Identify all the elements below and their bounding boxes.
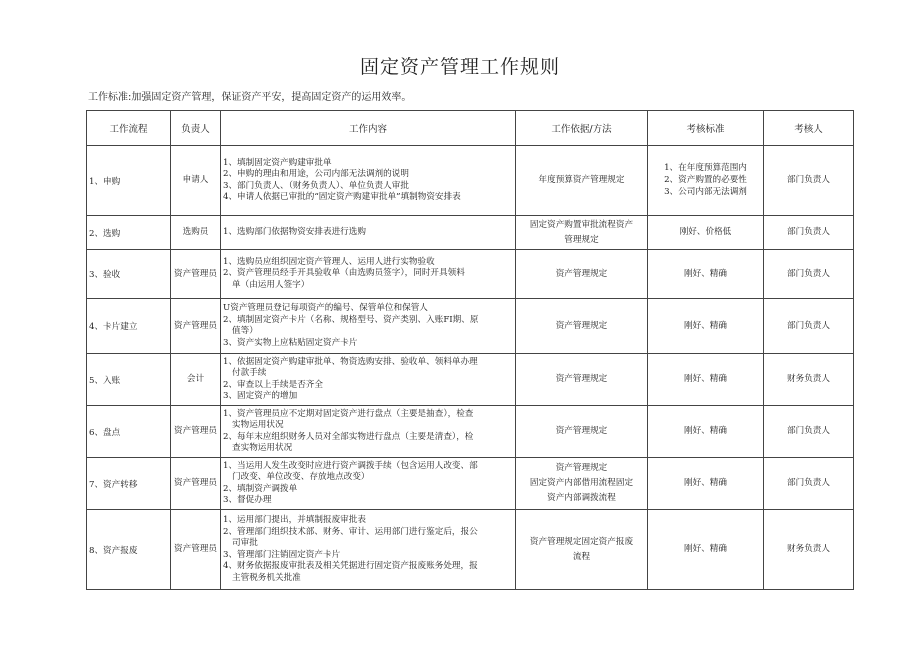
standard-line: 1、在年度预算范围内 <box>664 162 747 173</box>
content-cell <box>221 146 516 216</box>
assessor-cell: 部门负责人 <box>764 458 854 510</box>
content-line: U资产管理员登记每项资产的编号、保管单位和保管人 <box>223 303 428 313</box>
table-row <box>87 250 854 299</box>
header-process: 工作流程 <box>87 111 171 146</box>
basis-line: 固定资产购置审批流程资产 <box>529 219 634 230</box>
content-line: 2、每年末应组织财务人员对全部实物进行盘点（主要是清查），检 <box>223 431 474 442</box>
standard-list <box>684 320 727 332</box>
standard-cell <box>648 299 764 354</box>
content-line: 主管税务机关批准 <box>232 572 301 583</box>
content-line: 1、运用部门提出，并填制报废审批表 <box>223 515 366 525</box>
standard-cell <box>648 216 764 250</box>
process-step: 3、验收 <box>87 250 171 299</box>
content-line: 值等） <box>232 326 258 336</box>
basis-cell <box>516 299 648 354</box>
content-line: 3、管理部门注销固定资产卡片 <box>223 549 341 560</box>
table-row <box>87 406 854 458</box>
standard-line: 刚好、精确 <box>684 268 727 279</box>
standard-cell <box>648 250 764 299</box>
standard-cell <box>648 510 764 590</box>
content-cell <box>221 510 516 590</box>
content-line: 付款手续 <box>232 368 267 378</box>
content-line: 单（由运用人签字） <box>232 279 310 290</box>
content-line: 司审批 <box>232 538 258 548</box>
content-cell <box>221 299 516 354</box>
table-row <box>87 354 854 406</box>
standard-cell <box>648 406 764 458</box>
standard-line: 3、公司内部无法调剂 <box>664 186 747 197</box>
header-standard: 考核标准 <box>648 111 764 146</box>
basis-line: 资产管理规定 <box>555 374 608 384</box>
content-line: 2、申购的理由和用途，公司内部无法调剂的说明 <box>223 169 409 179</box>
basis-line: 资产管理规定 <box>555 426 608 436</box>
content-cell <box>221 458 516 510</box>
assessor-cell: 财务负责人 <box>764 354 854 406</box>
assessor-cell: 财务负责人 <box>764 510 854 590</box>
process-step: 2、选购 <box>87 216 171 250</box>
basis-line: 流程 <box>572 551 591 562</box>
content-line: 2、填制固定资产卡片（名称、规格型号、资产类别、入账FI期、原 <box>223 314 479 325</box>
rules-table <box>86 110 854 590</box>
header-owner: 负责人 <box>171 111 221 146</box>
content-line: 1、资产管理员应不定期对固定资产进行盘点（主要是抽查），检查 <box>223 408 474 419</box>
basis-cell <box>516 216 648 250</box>
standard-line: 刚好、价格低 <box>679 227 732 237</box>
content-line: 3、资产实物上应粘贴固定资产卡片 <box>223 337 358 348</box>
assessor-cell: 部门负责人 <box>764 406 854 458</box>
content-line: 2、管理部门组织技术部、财务、审计、运用部门进行鉴定后，报公 <box>223 526 478 537</box>
process-step: 8、资产报废 <box>87 510 171 590</box>
table-row <box>87 216 854 250</box>
content-line: 1、选购员应组织固定资产管理人、运用人进行实物验收 <box>223 256 435 267</box>
assessor-cell: 部门负责人 <box>764 146 854 216</box>
standard-cell <box>648 146 764 216</box>
owner-cell: 资产管理员 <box>171 299 221 354</box>
content-line: 实物运用状况 <box>232 420 284 430</box>
table-row <box>87 146 854 216</box>
content-cell <box>221 250 516 299</box>
standard-line: 刚好、精确 <box>684 478 727 488</box>
process-step: 4、卡片建立 <box>87 299 171 354</box>
assessor-cell: 部门负责人 <box>764 299 854 354</box>
content-line: 2、资产管理员经手开具验收单（由选购员签字），同时开具领料 <box>223 268 465 279</box>
standard-list <box>684 373 727 385</box>
standard-list <box>664 162 747 198</box>
standard-line: 2、资产购置的必要性 <box>664 174 747 185</box>
basis-line: 资产管理规定 <box>555 268 608 279</box>
basis-line: 资产内部调拨流程 <box>547 493 616 503</box>
standard-list <box>684 425 727 437</box>
content-line: 门改变、单位改变、存放地点改变） <box>232 472 370 482</box>
standard-cell <box>648 354 764 406</box>
basis-cell <box>516 510 648 590</box>
header-row <box>87 111 854 146</box>
content-line: 4、申请人依据已审批的“固定资产购建审批单”填制物资安排表 <box>223 192 461 202</box>
basis-line: 管理规定 <box>564 234 599 245</box>
content-line: 1、选购部门依据物资安排表进行选购 <box>223 226 366 237</box>
basis-line: 固定资产内部借用流程固定 <box>529 478 634 488</box>
owner-cell: 申请人 <box>171 146 221 216</box>
owner-cell: 资产管理员 <box>171 406 221 458</box>
basis-line: 资产管理规定固定资产报废 <box>529 536 634 547</box>
process-step: 6、盘点 <box>87 406 171 458</box>
content-line: 3、固定资产的增加 <box>223 391 298 401</box>
assessor-cell: 部门负责人 <box>764 216 854 250</box>
standard-line: 刚好、精确 <box>684 426 727 436</box>
standard-list <box>684 477 727 489</box>
standard-list <box>680 226 732 238</box>
assessor-cell: 部门负责人 <box>764 250 854 299</box>
basis-line: 资产管理规定 <box>555 320 608 331</box>
owner-cell: 选购员 <box>171 216 221 250</box>
header-basis: 工作依据/方法 <box>516 111 648 146</box>
work-standard-label: 工作标准: <box>88 92 132 103</box>
basis-cell <box>516 406 648 458</box>
page-title: 固定资产管理工作规则 <box>359 56 560 78</box>
work-standard <box>88 88 411 103</box>
basis-cell <box>516 146 648 216</box>
basis-cell <box>516 354 648 406</box>
content-cell <box>221 216 516 250</box>
standard-line: 刚好、精确 <box>684 374 727 384</box>
basis-line: 年度预算资产管理规定 <box>538 175 625 185</box>
table-row <box>87 458 854 510</box>
content-line: 查实物运用状况 <box>232 443 293 453</box>
standard-cell <box>648 458 764 510</box>
owner-cell: 资产管理员 <box>171 458 221 510</box>
content-cell <box>221 354 516 406</box>
owner-cell: 资产管理员 <box>171 510 221 590</box>
work-standard-text: 加强固定资产管理，保证资产平安，提高固定资产的运用效率。 <box>131 92 412 103</box>
content-line: 1、依据固定资产购建审批单、物资选购安排、验收单、领料单办理 <box>223 356 478 367</box>
content-line: 3、部门负责人、（财务负责人）、单位负责人审批 <box>223 180 409 191</box>
content-line: 4、财务依据报废审批表及相关凭据进行固定资产报废账务处理，报 <box>223 561 478 571</box>
content-line: 2、填制资产调拨单 <box>223 483 298 494</box>
process-step: 1、申购 <box>87 146 171 216</box>
content-line: 2、审查以上手续是否齐全 <box>223 379 323 390</box>
process-step: 7、资产转移 <box>87 458 171 510</box>
table-row <box>87 299 854 354</box>
standard-line: 刚好、精确 <box>684 320 727 331</box>
header-assessor: 考核人 <box>764 111 854 146</box>
content-line: 3、督促办理 <box>223 495 272 505</box>
owner-cell: 资产管理员 <box>171 250 221 299</box>
basis-line: 资产管理规定 <box>555 463 608 473</box>
content-line: 1、当运用人发生改变时应进行资产调拨手续（包含运用人改变、部 <box>223 460 478 471</box>
table-row <box>87 510 854 590</box>
content-line: 1、填制固定资产购建审批单 <box>223 157 332 168</box>
basis-cell <box>516 250 648 299</box>
owner-cell: 会计 <box>171 354 221 406</box>
standard-list <box>684 543 727 555</box>
standard-list <box>684 268 727 280</box>
standard-line: 刚好、精确 <box>684 544 727 554</box>
content-cell <box>221 406 516 458</box>
header-content: 工作内容 <box>221 111 516 146</box>
process-step: 5、入账 <box>87 354 171 406</box>
basis-cell <box>516 458 648 510</box>
